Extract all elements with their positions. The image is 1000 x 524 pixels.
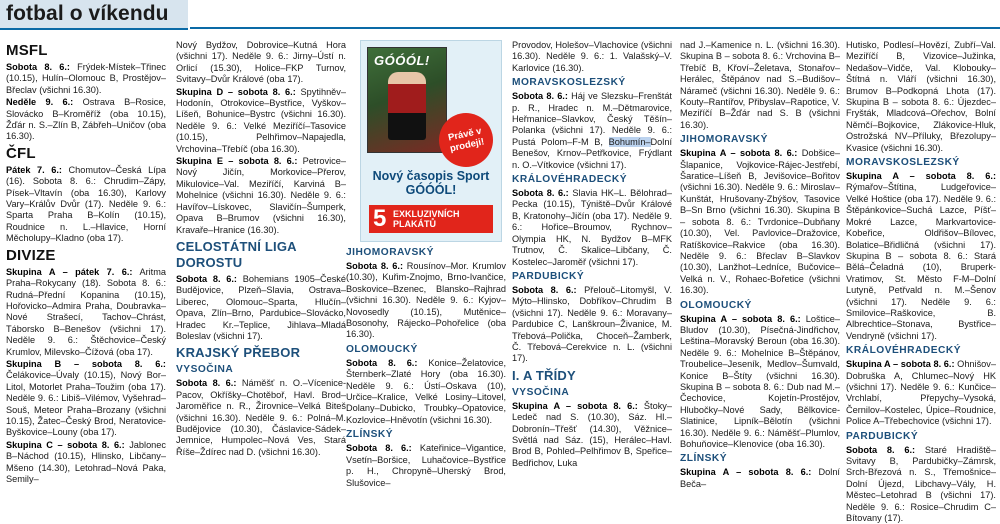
- section-heading: MSFL: [6, 42, 48, 59]
- region-heading: OLOMOUCKÝ: [680, 299, 752, 311]
- fixture-paragraph: Provodov, Holešov–Vlachovice (všichni 16.30). Neděle 9. 6.: 1. Valašský–V. Karlovice (16.30).: [512, 40, 672, 73]
- fixture-paragraph: Sobota 8. 6.: Frýdek-Místek–Třinec (10.15), Hulín–Olomouc B, Prostějov–Břeclav (všichni 16.30).: [6, 62, 166, 95]
- fixture-paragraph: Nový Bydžov, Dobrovice–Kutná Hora (všichni 17). Neděle 9. 6.: Jirny–Ústí n. Orlicí (15.30), Holice–FKP Turnov, Svitavy–Dvůr Králové (oba 17).: [176, 40, 346, 85]
- region-heading: VYSOČINA: [512, 386, 570, 398]
- fixture-paragraph: Skupina A – sobota 8. 6.: Loštice–Bludov (10.30), Písečná-Jindřichov, Leština–Moravský Beroun (oba 16.30). Neděle 9. 6.: Mohelnice B–Štěpánov, Troubelice–Jeseník, Medlov–Šumvald, Konice B–Štíty (všichni 16.30). Skupina B – sobota 8. 6.: Dub nad M.–Čechovice, Kojetín-Prostějov, Hlubočky–Nové Sady, Bělkovice-Slatinice, Lipník–Bělotín (všichni 16.30). Neděle 9. 6.: Náměšť–Plumlov, Bohuňovice–Klenovice (oba 16.30).: [680, 313, 841, 449]
- poster-bar: [369, 205, 493, 233]
- fixture-paragraph: Neděle 9. 6.: Ostrava B–Rosice, Slovácko B–Kroměříž (oba 10.15), Žďár n. S.–Zlín B, Zábřeh–Uničov (oba 16.30).: [6, 97, 166, 142]
- fixture-paragraph: Sobota 8. 6.: Bohemians 1905–České Budějovice, Plzeň–Slavia, Ostrava–Liberec, Olomouc–Sparta, Hlučín–Opava, Zlín–Brno, Pardubice–Slovácko, Hradec Kr.–Teplice, Jihlava–Mladá Boleslav (všichni 17).: [176, 273, 346, 341]
- section-heading: I. A TŘÍDY: [512, 367, 576, 383]
- region-heading: KRÁLOVÉHRADECKÝ: [846, 345, 962, 357]
- region-heading: JIHOMORAVSKÝ: [346, 247, 434, 258]
- fixture-paragraph: Skupina A – pátek 7. 6.: Aritma Praha–Rokycany (18). Sobota 8. 6.: Rudná–Přední Kopanina (10.15), Hořovicko–Admira Praha, Doubravka–Nové Strašecí, Tachov–Chrást, Táborsko B–Benešov (všichni 17). Neděle 9. 6.: Štěchovice–Český Krumlov, Milevsko–Čížová (oba 17).: [6, 266, 166, 357]
- region-heading: PARDUBICKÝ: [846, 430, 919, 442]
- region-heading: ZLÍNSKÝ: [680, 453, 728, 465]
- fixture-paragraph: Pátek 7. 6.: Chomutov–Česká Lípa (16). Sobota 8. 6.: Chrudim–Zápy, Písek–Vltavín (oba 16.30), Karlovy Vary–Králův Dvůr (17). Neděle 9. 6.: Sparta Praha B–Kolín (10.15), Roudnice n. L.–Hlavice, Horní Měcholupy–Kladno (oba 17).: [6, 164, 166, 244]
- column-3: [346, 244, 507, 488]
- magazine-cover-image: [367, 47, 447, 153]
- region-heading: JIHOMORAVSKÝ: [680, 134, 768, 146]
- title-box: [0, 0, 188, 30]
- fixture-paragraph: Sobota 8. 6.: Staré Hradiště–Svitavy B, Pardubičky–Zámrsk, Srch-Březová n. S., Třemošnice–Dolní Újezd, Libchavy–Vály, H. Městec–Letohrad B (všichni 17). Neděle 9. 6.: Rosice–Chrudim C–Bítovany (17).: [846, 444, 997, 524]
- region-heading: ZLÍNSKÝ: [346, 429, 394, 441]
- fixture-paragraph: Skupina E – sobota 8. 6.: Petrovice–Nový Jičín, Morkovice–Přerov, Mikulovice–Val. Meziříčí, Karviná B–Mohelnice (všichni 16.30). Neděle 9. 6.: Havířov–Lískovec, Slavičín–Šumperk, Opava B–Brumov (všichni 16.30), Kravaře–Hranice (16.30).: [176, 156, 346, 235]
- header-bar: [0, 0, 1000, 36]
- fixture-paragraph: Sobota 8. 6.: Přelouč–Litomyšl, V. Mýto–Hlinsko, Dobříkov–Chrudim B (všichni 17). Neděle 9. 6.: Moravany–Pardubice C, Lanškroun–Živanice, M. Třebová–Polička, Choceň–Žamberk, Č. Třebová–Cerekvice n. L. (všichni 17).: [512, 284, 673, 364]
- fixture-paragraph: Sobota 8. 6.: Rousínov–Mor. Krumlov (10.30), Kuřim-Znojmo, Brno-Ivančice, Boskovice–Bzenec, Blansko–Rajhrad (všichni 16.30). Neděle 9. 6.: Kyjov–Novosedly (10.15), Mutěnice–Bosonohy, Rájecko–Pohořelice (oba 16.30).: [346, 261, 506, 340]
- region-heading: VYSOČINA: [176, 364, 234, 376]
- section-heading: DIVIZE: [6, 246, 56, 264]
- player-figure: [388, 72, 426, 140]
- fixture-paragraph: Skupina A – sobota 8. 6.: Štoky–Ledeč nad S. (10.30), Sáz. Hl.–Dobronín–Třešť (14.30), Věžnice–Světlá nad Sáz. (15), Herálec–Havl. Brod B, Pohled–Pelhřimov B, Speřice–Bedřichov, Luka: [512, 400, 673, 468]
- column-6: [846, 40, 997, 524]
- magazine-title: Nový časopis Sport GÓÓÓL!: [372, 169, 490, 197]
- region-heading: MORAVSKOSLEZSKÝ: [512, 77, 626, 89]
- region-heading: PARDUBICKÝ: [512, 270, 585, 282]
- region-heading: OLOMOUCKÝ: [346, 343, 418, 355]
- section-heading: ČFL: [6, 144, 36, 162]
- fixture-paragraph: Skupina D – sobota 8. 6.: Spytihněv–Hodonín, Otrokovice–Bystřice, Vyškov–Líšeň, Bohunice–Bystrc (všichni 16.30). Neděle 9. 6.: Velké Meziříčí–Tasovice (10.15), Pelhřimov–Napajedla, Vrchovina–Třebíč (oba 16.30).: [176, 86, 346, 154]
- column-1: [6, 40, 166, 484]
- fixture-paragraph: Skupina A – sobota 8. 6.: Dobšice–Šlapanice, Vojkovice-Rájec-Jestřebí, Šaratice–Líšeň B, Jevišovice–Bořitov (všichni 16.30). Neděle 9. 6.: Miroslav–Kunštát, Hrušovany-Zbýšov, Tasovice B–Sn Brno (všichni 16.30). Skupina B – sobota 8. 6.: Tvrdonice–Dubňany (10.30), Vel. Pavlovice–Dražovice, Ratíškovice–Rakvice (oba 16.30). Neděle 9. 6.: Břeclav B–Slavkov (10.30), Lanžhot–Ledníce, Bučovice–Velká n. V., Rohaec-Bořetice (všichni 16.30).: [680, 148, 840, 296]
- promo-badge: Právě v prodeji!: [434, 108, 498, 172]
- page-title: fotbal o víkendu: [6, 2, 169, 25]
- fixture-paragraph: Skupina B – sobota 8. 6.: Čelákovice–Úvaly (10.15), Nový Bor–Litol, Motorlet Praha–Toužim (oba 17). Neděle 9. 6.: Libiš–Vilémov, Vyšehrad–Souš, Meteor Praha–Brozany (všichni 10.15), Žatec–Český Brod, Neratovice-Byškovice–Louny (oba 17).: [6, 358, 166, 438]
- fixture-paragraph: Skupina C – sobota 8. 6.: Jablonec B–Náchod (10.15), Hlinsko, Libčany–Mšeno (14.30), Letohrad–Nová Paka, Semily–: [6, 439, 166, 484]
- fixture-paragraph: Hutisko, Podlesí–Hovězí, Zubří–Val. Meziříčí B, Vizovice–Južinka, Nedašov–Vidče, Val. Klobouky–Štítná n. Vláří (všichni 16.30), Brumov B–Podkopná Lhota (17). Skupina B – sobota 8. 6.: Újezdec–Fryšták, Mladcová–Ořechov, Bolní Němčí–Bojkovice, Zlákovice-Hluk, Ostrožská NV–Příluky, Březolupy–Kvasice (všichni 16.30).: [846, 40, 996, 153]
- magazine-logo: GÓÓÓL!: [374, 53, 430, 68]
- fixture-paragraph: Sobota 8. 6.: Kateřinice–Vigantice, Vsetín–Boršice, Luhačovice–Bystřice p. H., Chropyně–Uherský Brod, Slušovice–: [346, 443, 507, 488]
- region-heading: KRÁLOVÉHRADECKÝ: [512, 174, 628, 186]
- highlighted-text: Bohumín–: [608, 136, 651, 147]
- column-5: [680, 40, 841, 489]
- section-heading: CELOSTÁTNÍ LIGA DOROSTU: [176, 238, 297, 270]
- fixture-paragraph: nad J.–Kamenice n. L. (všichni 16.30). Skupina B – sobota 8. 6.: Vrchovina B–Třebíč B, Křoví–Želetava, Stonařov–Herálec, Štěpánov nad S.–Budišov–Náramеč (všichni 16.30). Neděle 9. 6.: Kouty–Rantířov, Přibyslav–Rapotice, V. Meziříčí B–Žďár nad S. B (všichni 16.30).: [680, 40, 840, 130]
- fixture-paragraph: Sobota 8. 6.: Háj ve Slezsku–Frenštát p. R., Hradec n. M.–Dětmarovice, Heřmanice–Slavkov, Český Těšín–Polanka (všichni 17). Neděle 9. 6.: Pustá Polom–F-M B, Bohumín–Dolní Benešov, Krnov–Petřkovice, Frýdlant n. O.–Vítkovice (všichni 17).: [512, 91, 672, 170]
- section-heading: KRAJSKÝ PŘEBOR: [176, 345, 301, 361]
- column-4: [512, 40, 673, 468]
- column-2: [176, 40, 346, 457]
- header-rule: [190, 27, 1000, 29]
- fixture-paragraph: Skupina A – sobota 8. 6.: Rýmařov–Štítina, Ludgeřovice–Velké Hoštice (oba 17). Neděle 9. 6.: Štěpánkovice–Suchá Lazce, Píšť–Mokré Lazce, Markvartovice-Kobeřice, Oldřišov–Bílovec, Bolatice–Břidličná (všichni 17). Skupina B – sobota 8. 6.: Stará Bělá–Čeladná (10), Bruperk-Vratimov, St. Město F-M–Dolní Lutyně, Petřvald n. M.–Šenov (všichni 17). Neděle 9. 6.: Smilovice–Raškovice, B. Albrechtice–Stonava, Bystřice–Vendryně (všichni 17).: [846, 171, 996, 341]
- region-heading: MORAVSKOSLEZSKÝ: [846, 157, 960, 169]
- fixture-paragraph: Sobota 8. 6.: Konice–Želatovice, Šternberk–Zlaté Hory (oba 16.30). Neděle 9. 6.: Ústí–Oskava (10), Určice–Kralice, Velké Losiny–Litovel, Dolany–Dubicko, Troubky–Opatovice, Kozlovice–Hněvotín (všichni 16.30).: [346, 357, 506, 425]
- fixture-paragraph: Sobota 8. 6.: Slavia HK–L. Bělohrad–Pecka (10.15), Týniště–Dvůr Králové B, Kratonohy–Jičín (oba 17). Neděle 9. 6.: Hořice–Broumov, Rychnov–Olympia HK, N. Bydžov B–MFK Trutnov, Č. Skalice–Libčany, Č. Kostelec–Jaroměř (všichni 17).: [512, 188, 672, 267]
- poster-text: EXKLUZIVNÍCH PLAKÁTŮ: [393, 209, 460, 229]
- poster-count: 5: [373, 205, 387, 232]
- magazine-ad[interactable]: [360, 40, 502, 242]
- fixture-paragraph: Skupina A – sobota 8. 6.: Dolní Beča–: [680, 467, 840, 489]
- fixture-paragraph: Skupina A – sobota 8. 6.: Ohnišov–Dobruška A, Chlumec–Nový HK (všichni 17). Neděle 9. 6.: Kunčice–Vrchlabí, Přepychy–Vysoká, Černilov–Kostelec, Úpice–Roudnice, Police A–Třebechovice (všichni 17).: [846, 359, 996, 427]
- fixture-paragraph: Sobota 8. 6.: Náměšť n. O.–Vícenice-Pacov, Okříšky–Chotěboř, Havl. Brod–Jaroměřice n. R., Žirovnice–Velká Biteš (všichni 16.30). Neděle 9. 6.: Polná–M. Budějovice (10.30), Čáslavice-Sádek–Jemnice, Humpolec–Nová Ves, Stará Říše–Ždírec nad D. (všichni 16.30).: [176, 378, 346, 457]
